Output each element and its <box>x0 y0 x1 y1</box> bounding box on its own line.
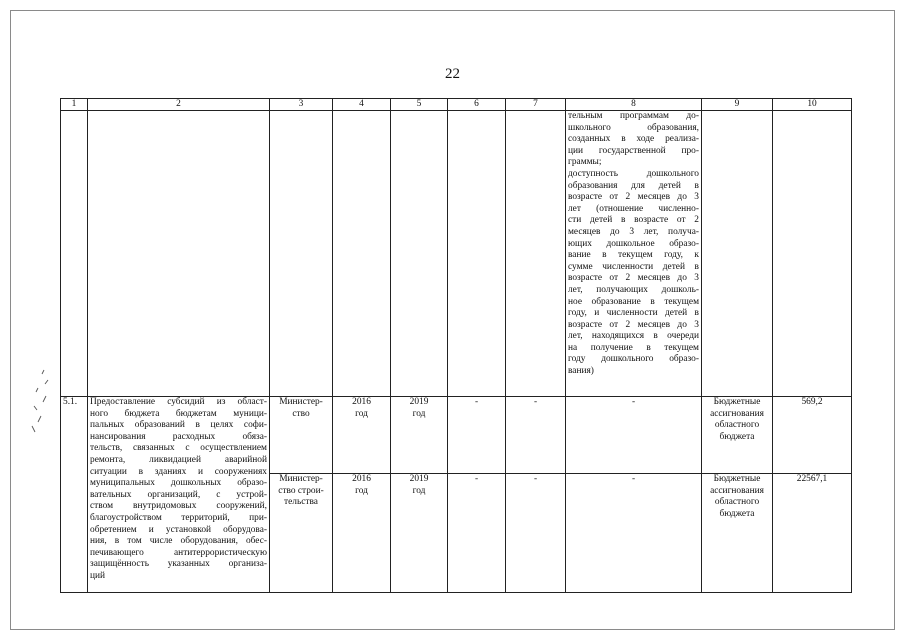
text-line: защищённость указанных организа- <box>90 559 267 570</box>
table-row-5-1-a <box>61 397 852 474</box>
indicator-cell <box>566 111 702 397</box>
text-line: Бюджетные <box>713 474 761 484</box>
text-line: тельным программам до- <box>568 111 699 121</box>
text-line: вательных организаций, с устрой- <box>90 489 267 500</box>
text-line: тельства <box>284 497 318 508</box>
text-line: ции государственной про- <box>568 145 699 156</box>
text-line: Предоставление субсидий из област- <box>90 397 267 407</box>
text-line: ющих дошкольное образо- <box>568 238 699 249</box>
col7-cell: - <box>506 474 566 593</box>
amount-cell: 22567,1 <box>773 474 852 593</box>
text-line: возрасте от 2 месяцев до 3 <box>568 273 699 284</box>
funding-source-cell <box>702 397 773 474</box>
text-line: ассигнования <box>710 408 764 419</box>
text-line: год <box>412 485 426 496</box>
text-line: году дошкольного образо- <box>568 354 699 365</box>
text-line: обретением и установкой оборудова- <box>90 524 267 535</box>
text-line: 2019 <box>409 397 429 407</box>
col6-cell: - <box>448 397 506 474</box>
executor-cell <box>270 474 333 593</box>
row-number: 5.1. <box>61 397 88 593</box>
column-header: 8 <box>566 99 702 111</box>
text-line: год <box>355 408 368 419</box>
text-line: сумме численности детей в <box>568 261 699 272</box>
text-line: лет, получающих дошколь- <box>568 284 699 295</box>
column-header: 1 <box>61 99 88 111</box>
text-line: пальных образований в целях софи- <box>90 420 267 431</box>
text-line: бюджета <box>719 508 755 519</box>
text-line: доступность дошкольного <box>568 168 699 179</box>
text-line: Бюджетные <box>713 397 761 407</box>
text-line: год <box>355 485 368 496</box>
text-line: ством внутридомовых сооружений, <box>90 501 267 512</box>
column-header: 7 <box>506 99 566 111</box>
column-header: 3 <box>270 99 333 111</box>
col6-cell: - <box>448 474 506 593</box>
text-line: сти детей в возрасте от 2 <box>568 215 699 226</box>
text-line: созданных в ходе реализа- <box>568 134 699 145</box>
column-header: 2 <box>88 99 270 111</box>
text-line: печивающего антитеррористическую <box>90 547 267 558</box>
text-line: бюджета <box>719 431 755 442</box>
column-header: 5 <box>391 99 448 111</box>
column-number-row <box>61 99 852 111</box>
text-line: ство <box>292 408 310 419</box>
text-line: ремонта, ликвидацией аварийной <box>90 454 267 465</box>
indicator-cell: - <box>566 397 702 474</box>
text-line: ство строи- <box>278 485 324 496</box>
text-line: областного <box>714 497 760 508</box>
text-line: нансирования расходных обяза- <box>90 431 267 442</box>
text-line: Министер- <box>279 397 323 407</box>
end-year-cell <box>391 474 448 593</box>
text-line: год <box>412 408 426 419</box>
col7-cell: - <box>506 397 566 474</box>
indicator-cell: - <box>566 474 702 593</box>
text-line: вания) <box>568 366 594 377</box>
text-line: тельств, связанных с осуществлением <box>90 443 267 454</box>
text-line: 2019 <box>409 474 429 484</box>
text-line: 2016 <box>352 397 371 407</box>
text-line: ное образование в текущем <box>568 296 699 307</box>
text-line: муниципальных дошкольных образо- <box>90 478 267 489</box>
text-line: граммы; <box>568 157 602 168</box>
column-header: 4 <box>333 99 391 111</box>
amount-cell: 569,2 <box>773 397 852 474</box>
column-header: 10 <box>773 99 852 111</box>
funding-source-cell <box>702 474 773 593</box>
text-line: ситуации в зданиях и сооружениях <box>90 466 267 477</box>
column-header: 6 <box>448 99 506 111</box>
text-line: благоустройством территорий, при- <box>90 512 267 523</box>
text-line: вание в текущем году, к <box>568 250 699 261</box>
column-header: 9 <box>702 99 773 111</box>
text-line: областного <box>714 420 760 431</box>
text-line: возрасте от 2 месяцев до 3 <box>568 319 699 330</box>
text-line: школьного образования, <box>568 122 699 133</box>
continuation-row <box>61 111 852 397</box>
page-number: 22 <box>445 66 460 82</box>
measure-description <box>88 397 270 593</box>
start-year-cell <box>333 397 391 474</box>
text-line: возрасте от 2 месяцев до 3 <box>568 192 699 203</box>
text-line: году, и численности детей в <box>568 308 699 319</box>
text-line: ного бюджета бюджетам муници- <box>90 408 267 419</box>
margin-pencil-mark <box>24 366 54 436</box>
text-line: лет (отношение численно- <box>568 203 699 214</box>
end-year-cell <box>391 397 448 474</box>
text-line: ассигнования <box>710 485 764 496</box>
text-line: лет, находящихся в очереди <box>568 331 699 342</box>
text-line: месяцев до 3 лет, получа- <box>568 226 699 237</box>
text-line: 2016 <box>352 474 371 484</box>
text-line: ций <box>90 570 106 581</box>
text-line: Министер- <box>279 474 323 484</box>
program-table <box>60 98 852 593</box>
text-line: на получение в текущем <box>568 342 699 353</box>
executor-cell <box>270 397 333 474</box>
text-line: ния, в том числе оборудования, обес- <box>90 536 267 547</box>
text-line: образования для детей в <box>568 180 699 191</box>
start-year-cell <box>333 474 391 593</box>
